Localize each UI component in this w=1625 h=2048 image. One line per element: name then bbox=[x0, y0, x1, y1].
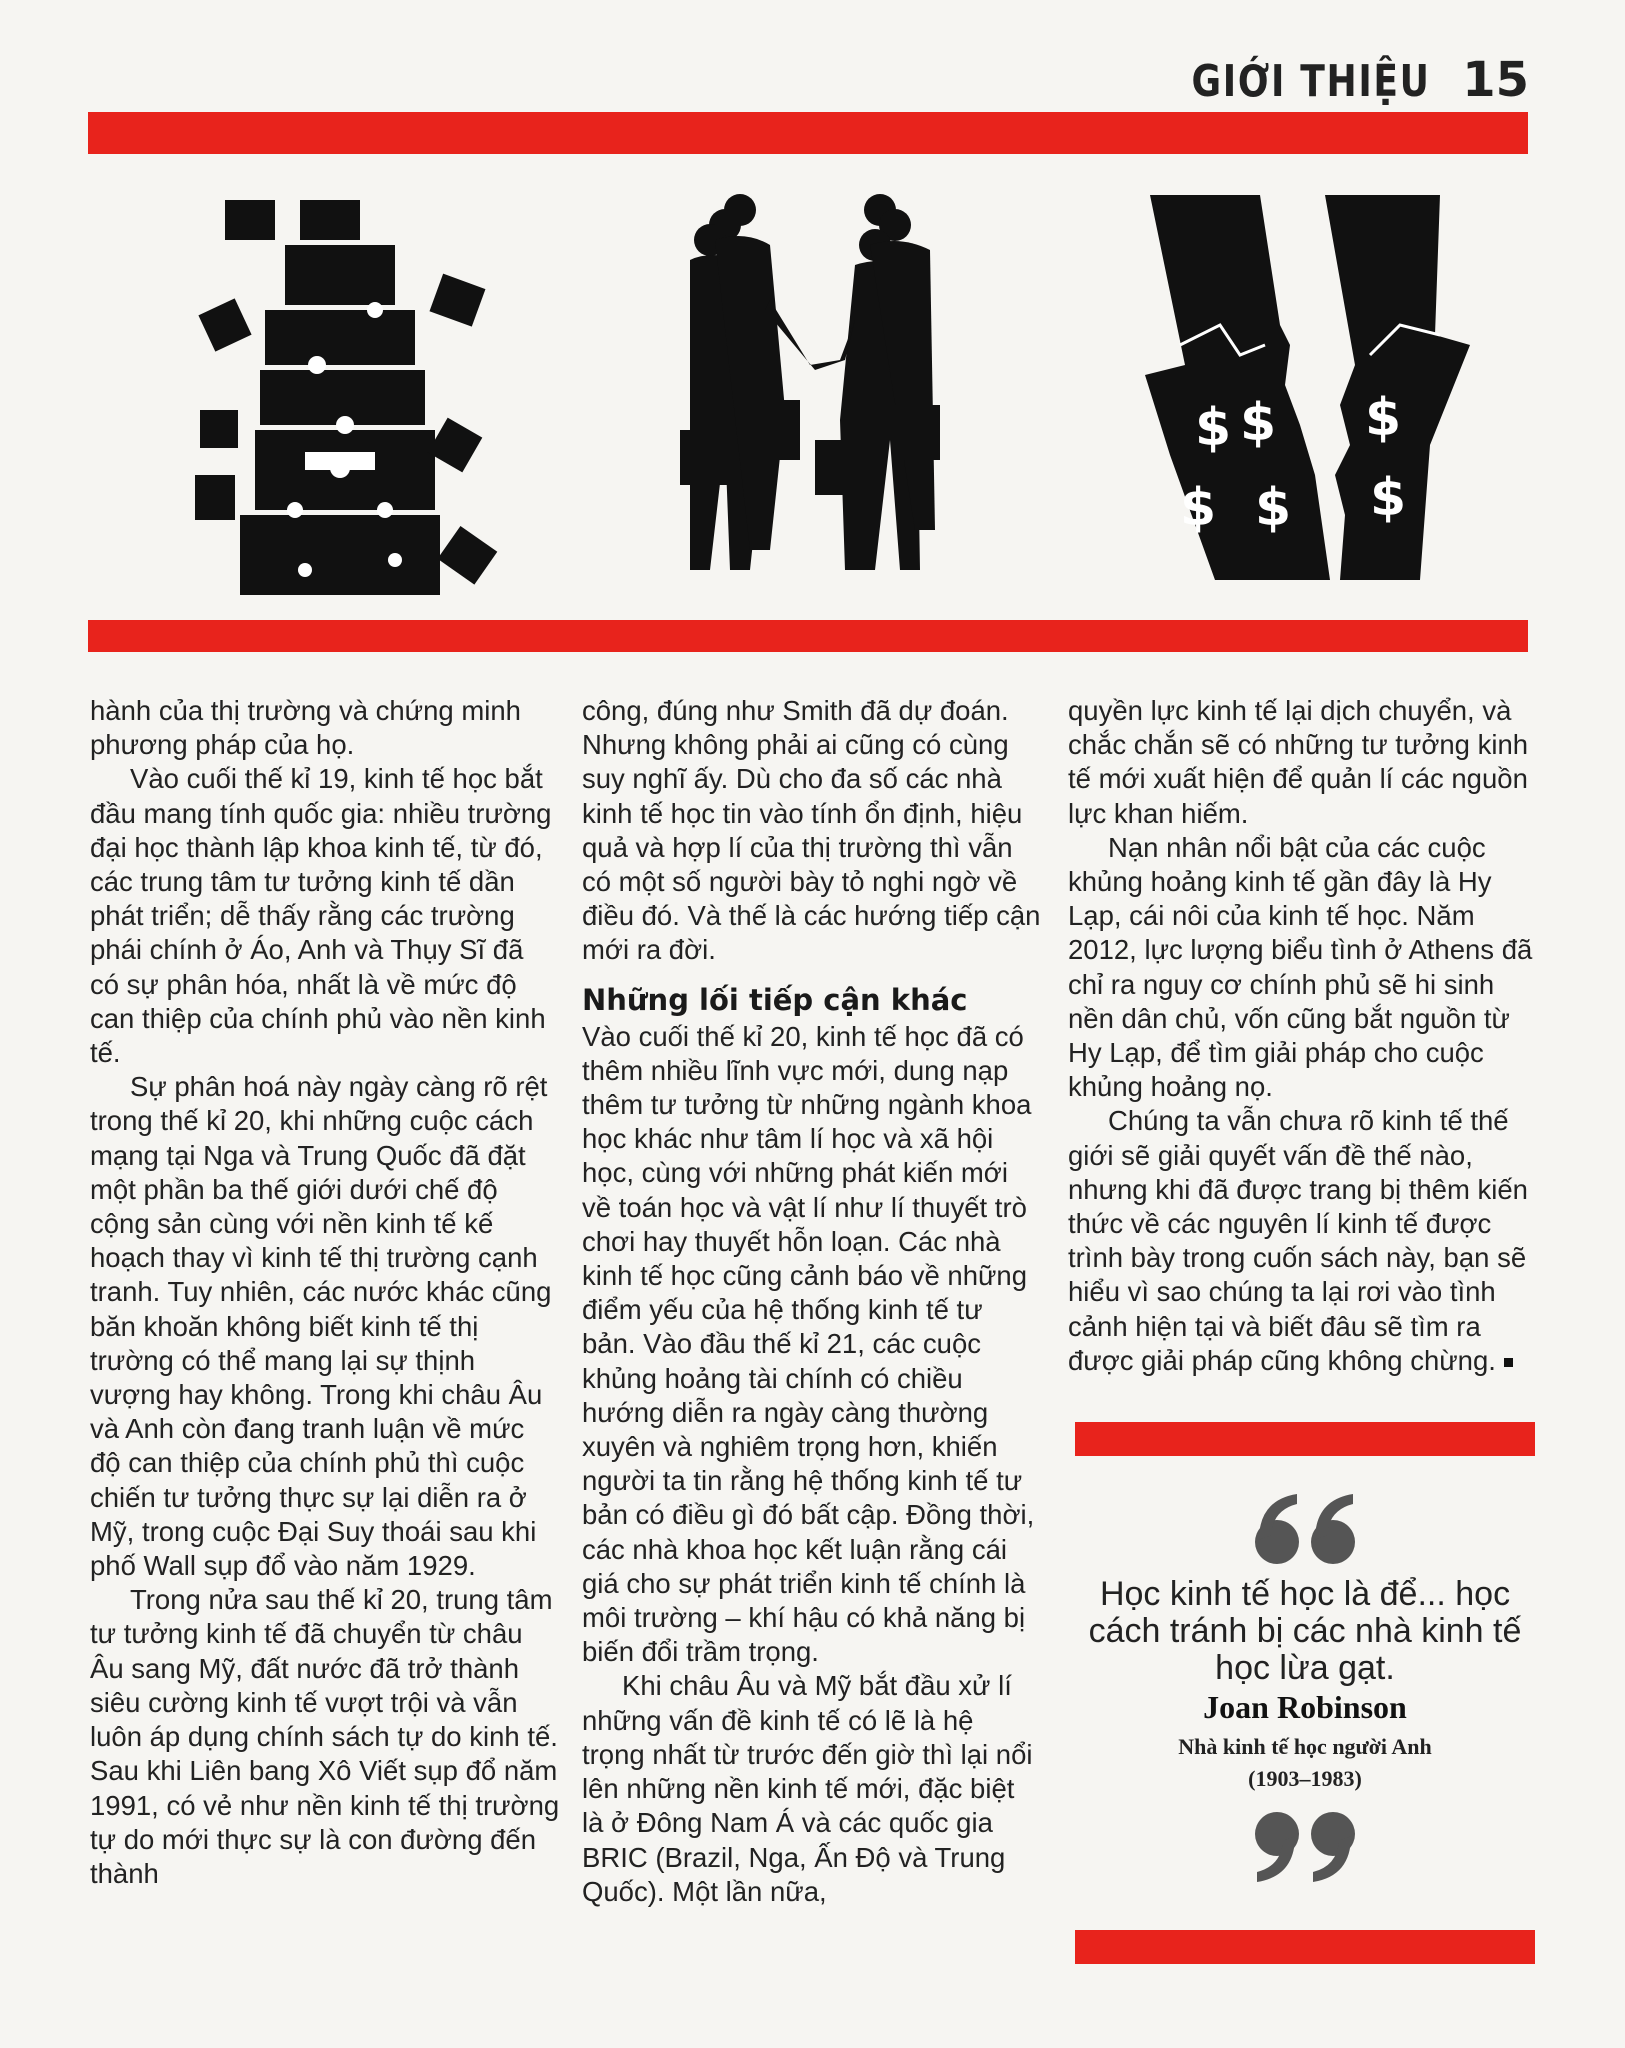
top-red-band bbox=[88, 112, 1528, 154]
section-title: GIỚI THIỆU bbox=[1191, 56, 1431, 107]
paragraph: hành của thị trường và chứng minh phương pháp của họ. bbox=[90, 695, 521, 761]
paragraph: Khi châu Âu và Mỹ bắt đầu xử lí những vấn đề kinh tế có lẽ là hệ trọng nhất từ trước đến giờ thì lại nổi lên những nền kinh tế mới, đặc biệt là ở Đông Nam Á và các quốc gia BRIC (Brazil, Nga, Ấn Độ và Trung Quốc). Một lần nữa, bbox=[582, 1670, 1033, 1907]
quote-top-red-band bbox=[1075, 1422, 1535, 1456]
paragraph: Trong nửa sau thế kỉ 20, trung tâm tư tưởng kinh tế đã chuyển từ châu Âu sang Mỹ, đất nước đã trở thành siêu cường kinh tế vượt trội và vẫn luôn áp dụng chính sách tự do kinh tế. Sau khi Liên bang Xô Viết sụp đổ năm 1991, có vẻ như nền kinh tế thị trường tự do mới thực sự là con đường đến thành bbox=[90, 1584, 560, 1889]
paragraph: quyền lực kinh tế lại dịch chuyển, và chắc chắn sẽ có những tư tưởng kinh tế mới xuất hiện để quản lí các nguồn lực khan hiếm. bbox=[1068, 695, 1529, 829]
paragraph: Vào cuối thế kỉ 20, kinh tế học đã có thêm nhiều lĩnh vực mới, dung nạp thêm tư tưởng từ những ngành khoa học khác như tâm lí học và xã hội học, cùng với những phát kiến mới về toán học và vật lí như lí thuyết trò chơi hay thuyết hỗn loạn. Các nhà kinh tế học cũng cảnh báo về những điểm yếu của hệ thống kinh tế tư bản. Vào đầu thế kỉ 21, các cuộc khủng hoảng tài chính có chiều hướng diễn ra ngày càng thường xuyên và nghiêm trọng hơn, khiến người ta tin rằng hệ thống kinh tế tư bản có điều gì đó bất cập. Đồng thời, các nhà khoa học kết luận rằng cái giá cho sự phát triển kinh tế chính là môi trường – khí hậu có khả năng bị biến đổi trầm trọng. bbox=[582, 1020, 1035, 1668]
close-quote-icon bbox=[1245, 1806, 1365, 1886]
torn-dollar-banknote-icon bbox=[1140, 195, 1470, 585]
paragraph: Sự phân hoá này ngày càng rõ rệt trong thế kỉ 20, khi những cuộc cách mạng tại Nga và Trung Quốc đã đặt một phần ba thế giới dưới chế độ cộng sản cùng với nền kinh tế kế hoạch thay vì kinh tế thị trường cạnh tranh. Tuy nhiên, các nước khác cũng băn khoăn không biết kinh tế thị trường có thể mang lại sự thịnh vượng hay không. Trong khi châu Âu và Anh còn đang tranh luận về mức độ can thiệp của chính phủ thì cuộc chiến tư tưởng thực sự lại diễn ra ở Mỹ, trong cuộc Đại Suy thoái sau khi phố Wall sụp đổ vào năm 1929. bbox=[90, 1071, 552, 1582]
pull-quote bbox=[1075, 1490, 1535, 1886]
open-quote-icon bbox=[1245, 1490, 1365, 1570]
quote-author: Joan Robinson bbox=[1203, 1689, 1407, 1725]
svg-text:$: $ bbox=[1240, 393, 1277, 453]
text-column-2 bbox=[582, 694, 1042, 1909]
svg-text:$: $ bbox=[1365, 388, 1402, 448]
svg-text:$: $ bbox=[1370, 468, 1407, 528]
paragraph: Nạn nhân nổi bật của các cuộc khủng hoảng kinh tế gần đây là Hy Lạp, cái nôi của kinh tế học. Năm 2012, lực lượng biểu tình ở Athens đã chỉ ra nguy cơ chính phủ sẽ hi sinh nền dân chủ, vốn cũng bắt nguồn từ Hy Lạp, để tìm giải pháp cho cuộc khủng hoảng nọ. bbox=[1068, 831, 1533, 1103]
text-column-3 bbox=[1068, 694, 1538, 1378]
quote-text: Học kinh tế học là để... học cách tránh bị các nhà kinh tế học lừa gạt. bbox=[1088, 1575, 1522, 1687]
paragraph-text: Chúng ta vẫn chưa rõ kinh tế thế giới sẽ giải quyết vấn đề thế nào, nhưng khi đã được trang bị thêm kiến thức về các nguyên lí kinh tế được trình bày trong cuốn sách này, bạn sẽ hiểu vì sao chúng ta lại rơi vào tình cảnh hiện tại và biết đâu sẽ tìm ra được giải pháp cũng không chừng. bbox=[1068, 1105, 1528, 1376]
businessmen-handshake-icon bbox=[670, 190, 950, 590]
svg-text:$: $ bbox=[1255, 478, 1292, 538]
paragraph: Vào cuối thế kỉ 19, kinh tế học bắt đầu mang tính quốc gia: nhiều trường đại học thành lập khoa kinh tế, từ đó, các trung tâm tư tưởng kinh tế dần phát triển; dễ thấy rằng các trường phái chính ở Áo, Anh và Thụy Sĩ đã có sự phân hóa, nhất là về mức độ can thiệp của chính phủ vào nền kinh tế. bbox=[90, 763, 552, 1069]
svg-text:$: $ bbox=[1180, 478, 1217, 538]
paragraph: công, đúng như Smith đã dự đoán. Nhưng không phải ai cũng có cùng suy nghĩ ấy. Dù cho đa số các nhà kinh tế học tin vào tính ổn định, hiệu quả và hợp lí của thị trường thì vẫn có một số người bày tỏ nghi ngờ về điều đó. Và thế là các hướng tiếp cận mới ra đời. bbox=[582, 695, 1041, 966]
end-mark-icon bbox=[1504, 1358, 1513, 1367]
quote-bottom-red-band bbox=[1075, 1930, 1535, 1964]
page-header bbox=[1139, 52, 1529, 108]
middle-red-band bbox=[88, 620, 1528, 652]
quote-author-years: (1903–1983) bbox=[1248, 1766, 1362, 1791]
quote-author-role: Nhà kinh tế học người Anh bbox=[1178, 1734, 1432, 1759]
paragraph bbox=[1068, 1104, 1538, 1378]
svg-text:$: $ bbox=[1195, 398, 1232, 458]
text-column-1 bbox=[90, 694, 560, 1891]
puzzle-pieces-icon bbox=[185, 190, 505, 600]
page-number: 15 bbox=[1462, 52, 1529, 108]
section-subheading: Những lối tiếp cận khác bbox=[582, 982, 968, 1017]
